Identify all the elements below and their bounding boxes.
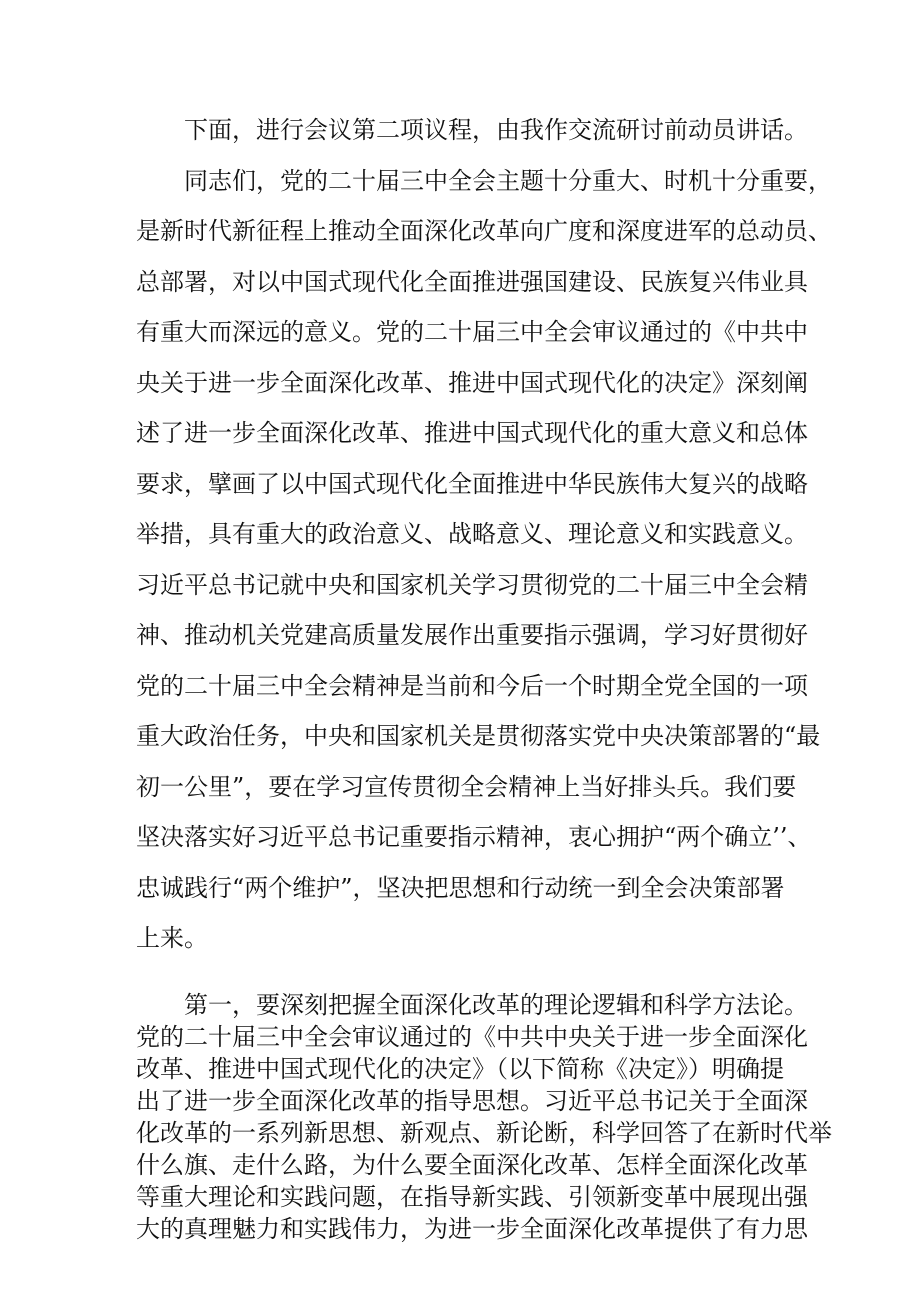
paragraph-2-line-5: 央关于进一步全面深化改革、推进中国式现代化的决定》深刻阐 xyxy=(136,369,808,397)
paragraph-2-line-13: 初一公里”，要在学习宣传贯彻全会精神上当好排头兵。我们要 xyxy=(136,773,797,801)
paragraph-2-line-14: 坚决落实好习近平总书记重要指示精神，衷心拥护“两个确立’’、 xyxy=(136,823,812,851)
paragraph-3-line-3: 改革、推进中国式现代化的决定》（以下简称《决定》）明确提 xyxy=(136,1055,784,1083)
paragraph-2-line-10: 神、推动机关党建高质量发展作出重要指示强调，学习好贯彻好 xyxy=(136,621,808,649)
paragraph-3-line-5: 化改革的一系列新思想、新观点、新论断，科学回答了在新时代举 xyxy=(136,1119,832,1147)
paragraph-1-line-1: 下面，进行会议第二项议程，由我作交流研讨前动员讲话。 xyxy=(184,116,808,144)
paragraph-2-line-9: 习近平总书记就中央和国家机关学习贯彻党的二十届三中全会精 xyxy=(136,571,808,599)
paragraph-3-line-8: 大的真理魅力和实践伟力，为进一步全面深化改革提供了有力思 xyxy=(136,1215,808,1243)
paragraph-3-line-4: 出了进一步全面深化改革的指导思想。习近平总书记关于全面深 xyxy=(136,1087,808,1115)
paragraph-2-line-4: 有重大而深远的意义。党的二十届三中全会审议通过的《中共中 xyxy=(136,318,808,346)
paragraph-2-line-12: 重大政治任务，中央和国家机关是贯彻落实党中央决策部署的“最 xyxy=(136,722,821,750)
paragraph-2-line-8: 举措，具有重大的政治意义、战略意义、理论意义和实践意义。 xyxy=(136,520,808,548)
paragraph-2-line-16: 上来。 xyxy=(136,924,208,952)
paragraph-3-line-2: 党的二十届三中全会审议通过的《中共中央关于进一步全面深化 xyxy=(136,1023,808,1051)
paragraph-2-line-7: 要求，擘画了以中国式现代化全面推进中华民族伟大复兴的战略 xyxy=(136,470,808,498)
paragraph-2-line-6: 述了进一步全面深化改革、推进中国式现代化的重大意义和总体 xyxy=(136,419,808,447)
paragraph-3-line-7: 等重大理论和实践问题，在指导新实践、引领新变革中展现出强 xyxy=(136,1183,808,1211)
paragraph-2-line-15: 忠诚践行“两个维护”，坚决把思想和行动统一到全会决策部署 xyxy=(136,874,785,902)
paragraph-2-line-11: 党的二十届三中全会精神是当前和今后一个时期全党全国的一项 xyxy=(136,672,808,700)
paragraph-2-line-2: 是新时代新征程上推动全面深化改革向广度和深度进军的总动员、 xyxy=(136,217,832,245)
paragraph-2-line-1: 同志们，党的二十届三中全会主题十分重大、时机十分重要， xyxy=(184,167,832,195)
paragraph-3-line-6: 什么旗、走什么路，为什么要全面深化改革、怎样全面深化改革 xyxy=(136,1151,808,1179)
paragraph-3-line-1: 第一，要深刻把握全面深化改革的理论逻辑和科学方法论。 xyxy=(184,991,808,1019)
paragraph-2-line-3: 总部署，对以中国式现代化全面推进强国建设、民族复兴伟业具 xyxy=(136,268,808,296)
